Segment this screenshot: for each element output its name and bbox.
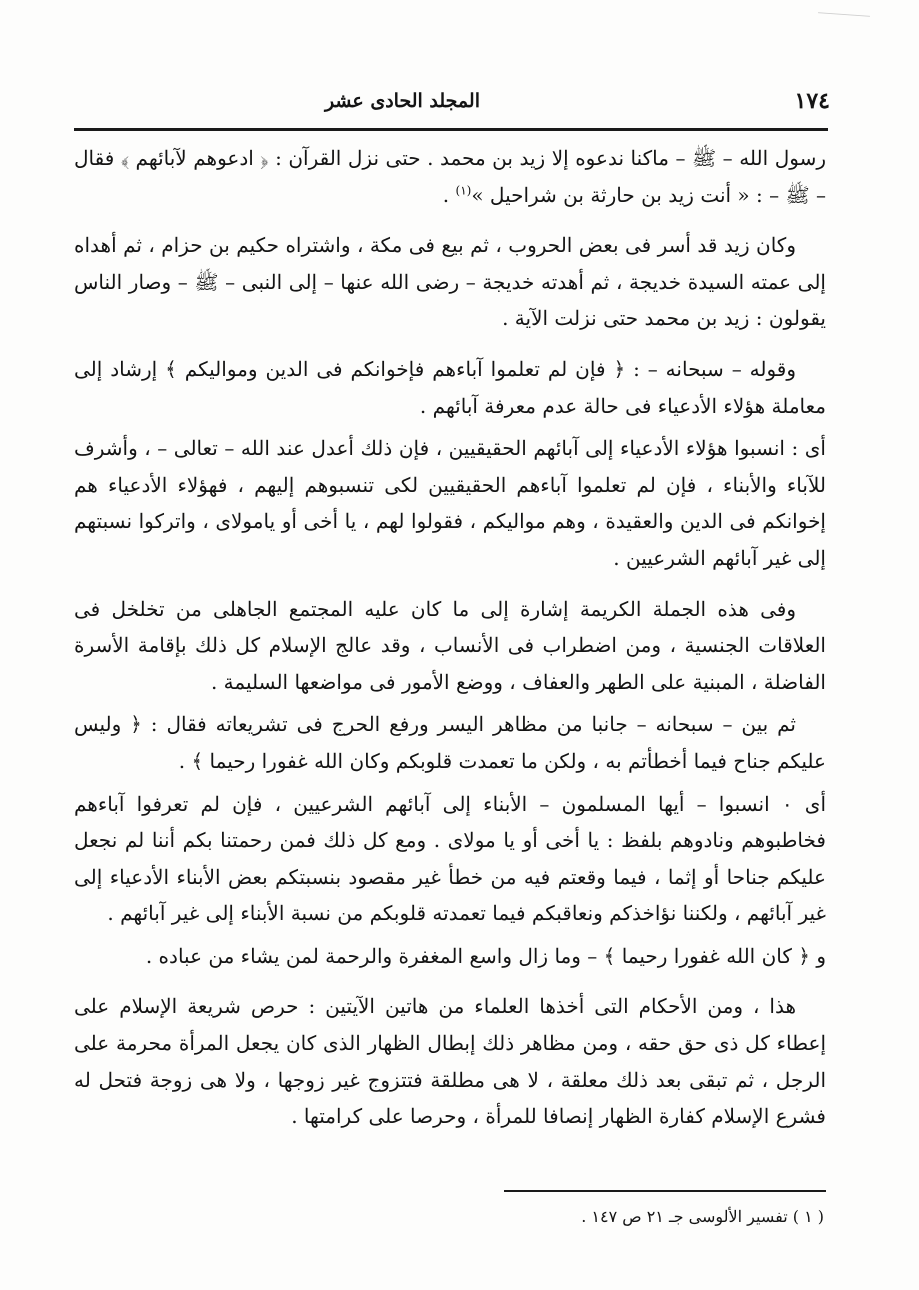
- footnote-rule: [504, 1190, 826, 1192]
- paragraph: و ﴿ كان الله غفورا رحيما ﴾ – وما زال واسع المغفرة والرحمة لمن يشاء من عباده .: [145, 943, 826, 968]
- paragraph: [74, 140, 826, 213]
- period: .: [442, 182, 456, 207]
- running-title: المجلد الحادى عشر: [324, 90, 480, 112]
- paragraph-text: رسول الله – ﷺ – ماكنا ندعوه إلا زيد بن محمد . حتى نزل القرآن : ﴿ ادعوهم لآبائهم ﴾ فقال – ﷺ – : « أنت زيد بن حارثة بن شراحيل »: [74, 146, 826, 207]
- page-header: [72, 86, 830, 122]
- footnote: ( ١ ) تفسير الألوسى جـ ٢١ ص ١٤٧ .: [581, 1207, 824, 1226]
- paragraph: أى : انسبوا هؤلاء الأدعياء إلى آبائهم الحقيقيين ، فإن ذلك أعدل عند الله – تعالى – ، وأشرف للآباء والأبناء ، فإن لم تعلموا آباءهم الحقيقيين لكى تنسبوهم إليهم ، فهؤلاء الأدعياء هم إخوانكم فى الدين والعقيدة ، وهم مواليكم ، فقولوا لهم ، يا أخى أو يامولاى ، واتركوا نسبتهم إلى غير آبائهم الشرعيين .: [74, 436, 826, 570]
- paragraph: أى ٠ انسبوا – أيها المسلمون – الأبناء إلى آبائهم الشرعيين ، فإن لم تعرفوا آباءهم فخاطبوهم ونادوهم بلفظ : يا أخى أو يا مولاى . ومع كل ذلك فمن رحمتنا بكم أننا لم نجعل عليكم جناحا أو إثما ، فيما وقعتم فيه من خطأ غير مقصود بنسبتكم بعض الأبناء الأدعياء إلى غير آبائهم ، ولكننا نؤاخذكم ونعاقبكم فيما تعمدته قلوبكم من نسبة الأبناء إلى غير آبائهم .: [74, 791, 826, 926]
- paragraph: وفى هذه الجملة الكريمة إشارة إلى ما كان عليه المجتمع الجاهلى من تخلخل فى العلاقات الجنسية ، ومن اضطراب فى الأنساب ، وقد عالج الإسلام كل ذلك بإقامة الأسرة الفاضلة ، المبنية على الطهر والعفاف ، ووضع الأمور فى مواضعها السليمة .: [74, 596, 826, 694]
- paragraph: وكان زيد قد أسر فى بعض الحروب ، ثم بيع فى مكة ، واشتراه حكيم بن حزام ، ثم أهداه إلى عمته السيدة خديجة ، ثم أهدته خديجة – رضى الله عنها – إلى النبى – ﷺ – وصار الناس يقولون : زيد بن محمد حتى نزلت الآية .: [74, 233, 826, 331]
- page-number: ١٧٤: [794, 88, 830, 114]
- body-text: [74, 140, 826, 1149]
- footnote-marker: (١): [455, 182, 472, 197]
- scan-mark: [818, 12, 870, 17]
- paragraph: هذا ، ومن الأحكام التى أخذها العلماء من هاتين الآيتين : حرص شريعة الإسلام على إعطاء كل ذى حق حقه ، ومن مظاهر ذلك إبطال الظهار الذى كان يجعل المرأة محرمة على الرجل ، ثم تبقى بعد ذلك معلقة ، لا هى مطلقة فتتزوج غير زوجها ، ولا هى زوجة فتحل له فشرع الإسلام كفارة الظهار إنصافا للمرأة ، وحرصا على كرامتها .: [74, 994, 826, 1129]
- header-rule: [74, 128, 828, 131]
- paragraph: ثم بين – سبحانه – جانبا من مظاهر اليسر ورفع الحرج فى تشريعاته فقال : ﴿ وليس عليكم جناح فيما أخطأتم به ، ولكن ما تعمدت قلوبكم وكان الله غفورا رحيما ﴾ .: [74, 712, 826, 773]
- paragraph: وقوله – سبحانه – : ﴿ فإن لم تعلموا آباءهم فإخوانكم فى الدين ومواليكم ﴾ إرشاد إلى معاملة هؤلاء الأدعياء فى حالة عدم معرفة آبائهم .: [74, 356, 826, 418]
